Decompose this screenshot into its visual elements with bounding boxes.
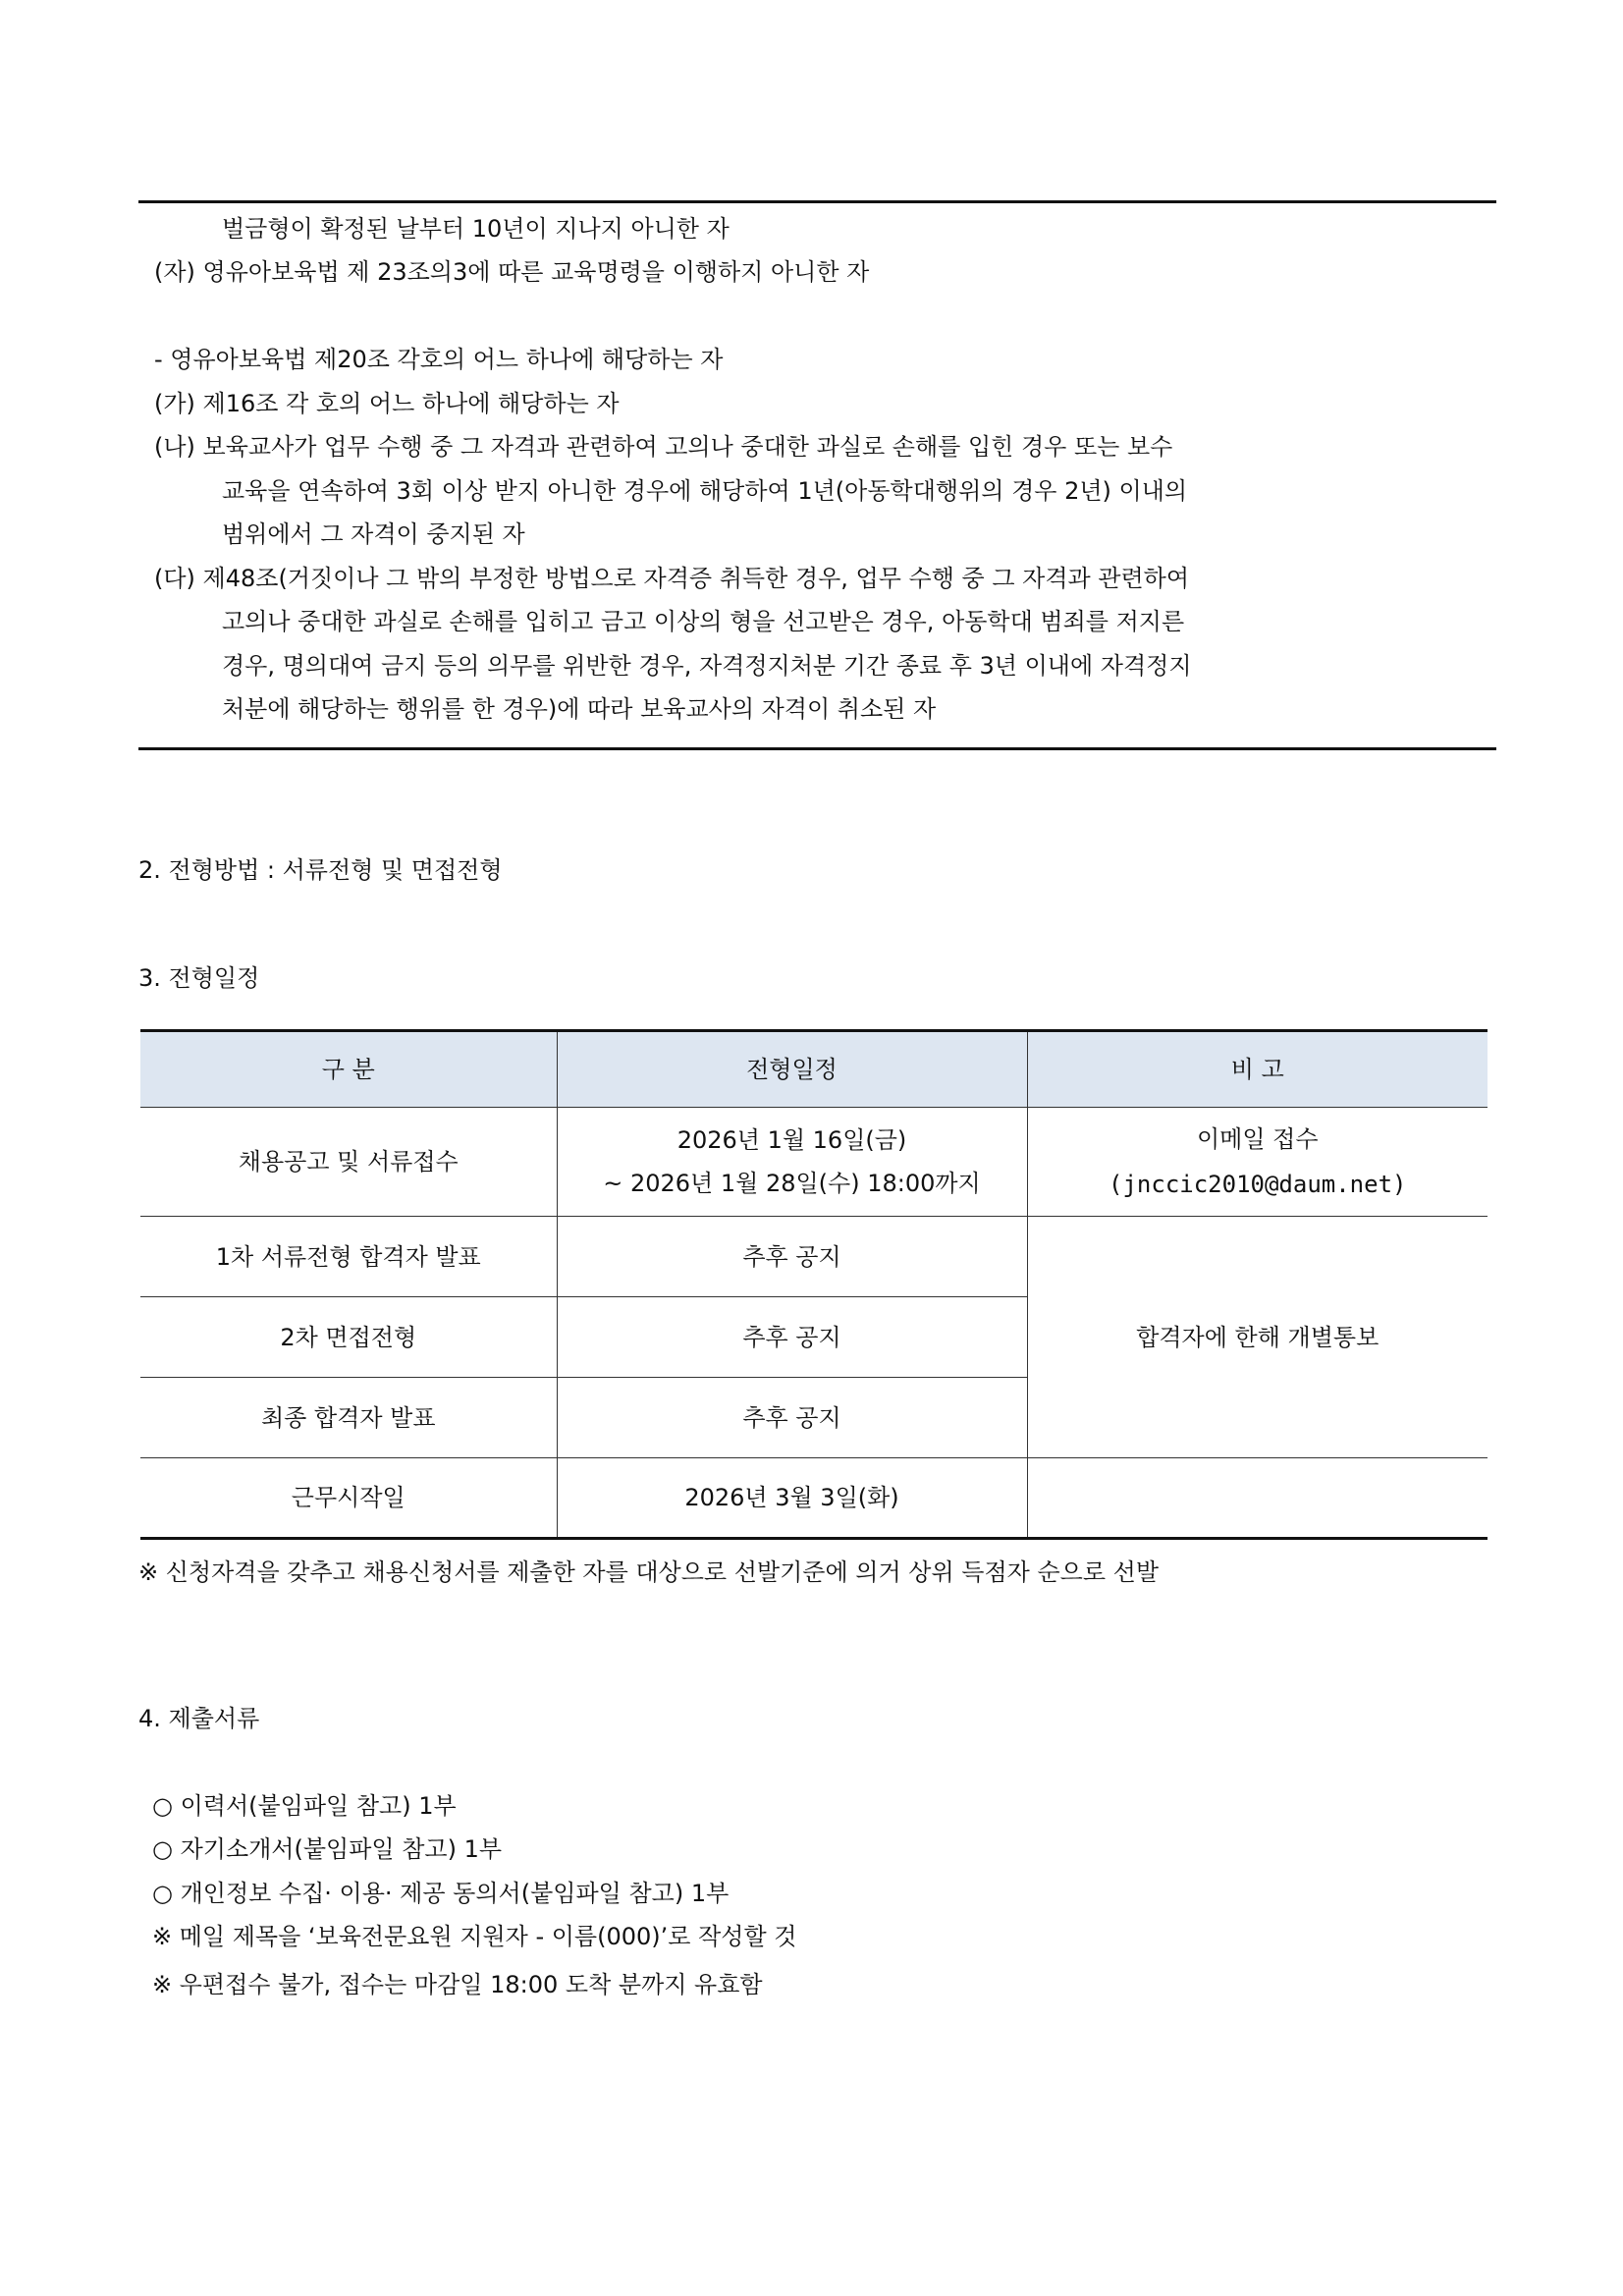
qualification-line: 범위에서 그 자격이 중지된 자 (222, 520, 525, 548)
merged-note: 합격자에 한해 개별통보 (1027, 1217, 1488, 1458)
document-item: ○ 자기소개서(붙임파일 참고) 1부 (152, 1835, 503, 1863)
qualification-line: (다) 제48조(거짓이나 그 밖의 부정한 방법으로 자격증 취득한 경우, 업무 수행 중 그 자격과 관련하여 (154, 565, 1190, 592)
qualification-line: 교육을 연속하여 3회 이상 받지 아니한 경우에 해당하여 1년(아동학대행위의 경우 2년) 이내의 (222, 477, 1188, 505)
document-item: ○ 개인정보 수집· 이용· 제공 동의서(붙임파일 참고) 1부 (152, 1880, 730, 1907)
header-schedule: 전형일정 (557, 1031, 1027, 1108)
table-row (140, 1458, 1488, 1539)
row-schedule: 추후 공지 (557, 1297, 1027, 1378)
qualification-line: (가) 제16조 각 호의 어느 하나에 해당하는 자 (154, 390, 620, 417)
table-row (140, 1108, 1488, 1217)
table-header-row (140, 1031, 1488, 1108)
qualification-line: 벌금형이 확정된 날부터 10년이 지나지 아니한 자 (222, 215, 730, 243)
qualification-line: (나) 보육교사가 업무 수행 중 그 자격과 관련하여 고의나 중대한 과실로 손해를 입힌 경우 또는 보수 (154, 433, 1173, 461)
qualification-line: 고의나 중대한 과실로 손해를 입히고 금고 이상의 형을 선고받은 경우, 아동학대 범죄를 저지른 (222, 608, 1185, 635)
row-schedule (557, 1108, 1027, 1217)
qualification-line: 처분에 해당하는 행위를 한 경우)에 따라 보육교사의 자격이 취소된 자 (222, 695, 937, 723)
row-schedule: 추후 공지 (557, 1378, 1027, 1458)
row-schedule: 2026년 3월 3일(화) (557, 1458, 1027, 1539)
schedule-table (140, 1029, 1488, 1540)
row-schedule: 추후 공지 (557, 1217, 1027, 1297)
header-note: 비 고 (1027, 1031, 1488, 1108)
row-category: 2차 면접전형 (140, 1297, 557, 1378)
qualification-line: (자) 영유아보육법 제 23조의3에 따른 교육명령을 이행하지 아니한 자 (154, 258, 870, 286)
section-4-title: 4. 제출서류 (138, 1705, 260, 1732)
header-category: 구 분 (140, 1031, 557, 1108)
document-item: ○ 이력서(붙임파일 참고) 1부 (152, 1792, 457, 1820)
email-address: (jnccic2010@daum.net) (1109, 1171, 1407, 1198)
postal-note: ※ 우편접수 불가, 접수는 마감일 18:00 도착 분까지 유효함 (152, 1971, 763, 1998)
note-method: 이메일 접수 (1196, 1125, 1319, 1153)
row-category: 1차 서류전형 합격자 발표 (140, 1217, 557, 1297)
mail-subject-note: ※ 메일 제목을 ‘보육전문요원 지원자 - 이름(000)’로 작성할 것 (152, 1923, 797, 1950)
row-category: 채용공고 및 서류접수 (140, 1108, 557, 1217)
row-category: 근무시작일 (140, 1458, 557, 1539)
table-row (140, 1217, 1488, 1297)
schedule-start: 2026년 1월 16일(금) (676, 1126, 907, 1154)
selection-footnote: ※ 신청자격을 갖추고 채용신청서를 제출한 자를 대상으로 선발기준에 의거 상위 득점자 순으로 선발 (138, 1558, 1160, 1586)
qualification-line: 경우, 명의대여 금지 등의 의무를 위반한 경우, 자격정지처분 기간 종료 후 3년 이내에 자격정지 (222, 652, 1192, 680)
row-category: 최종 합격자 발표 (140, 1378, 557, 1458)
section-2-title: 2. 전형방법 : 서류전형 및 면접전형 (138, 856, 503, 884)
row-note (1027, 1108, 1488, 1217)
schedule-end: ~ 2026년 1월 28일(수) 18:00까지 (603, 1170, 981, 1197)
row-note (1027, 1458, 1488, 1539)
qualification-line: - 영유아보육법 제20조 각호의 어느 하나에 해당하는 자 (154, 346, 724, 373)
section-3-title: 3. 전형일정 (138, 964, 260, 992)
